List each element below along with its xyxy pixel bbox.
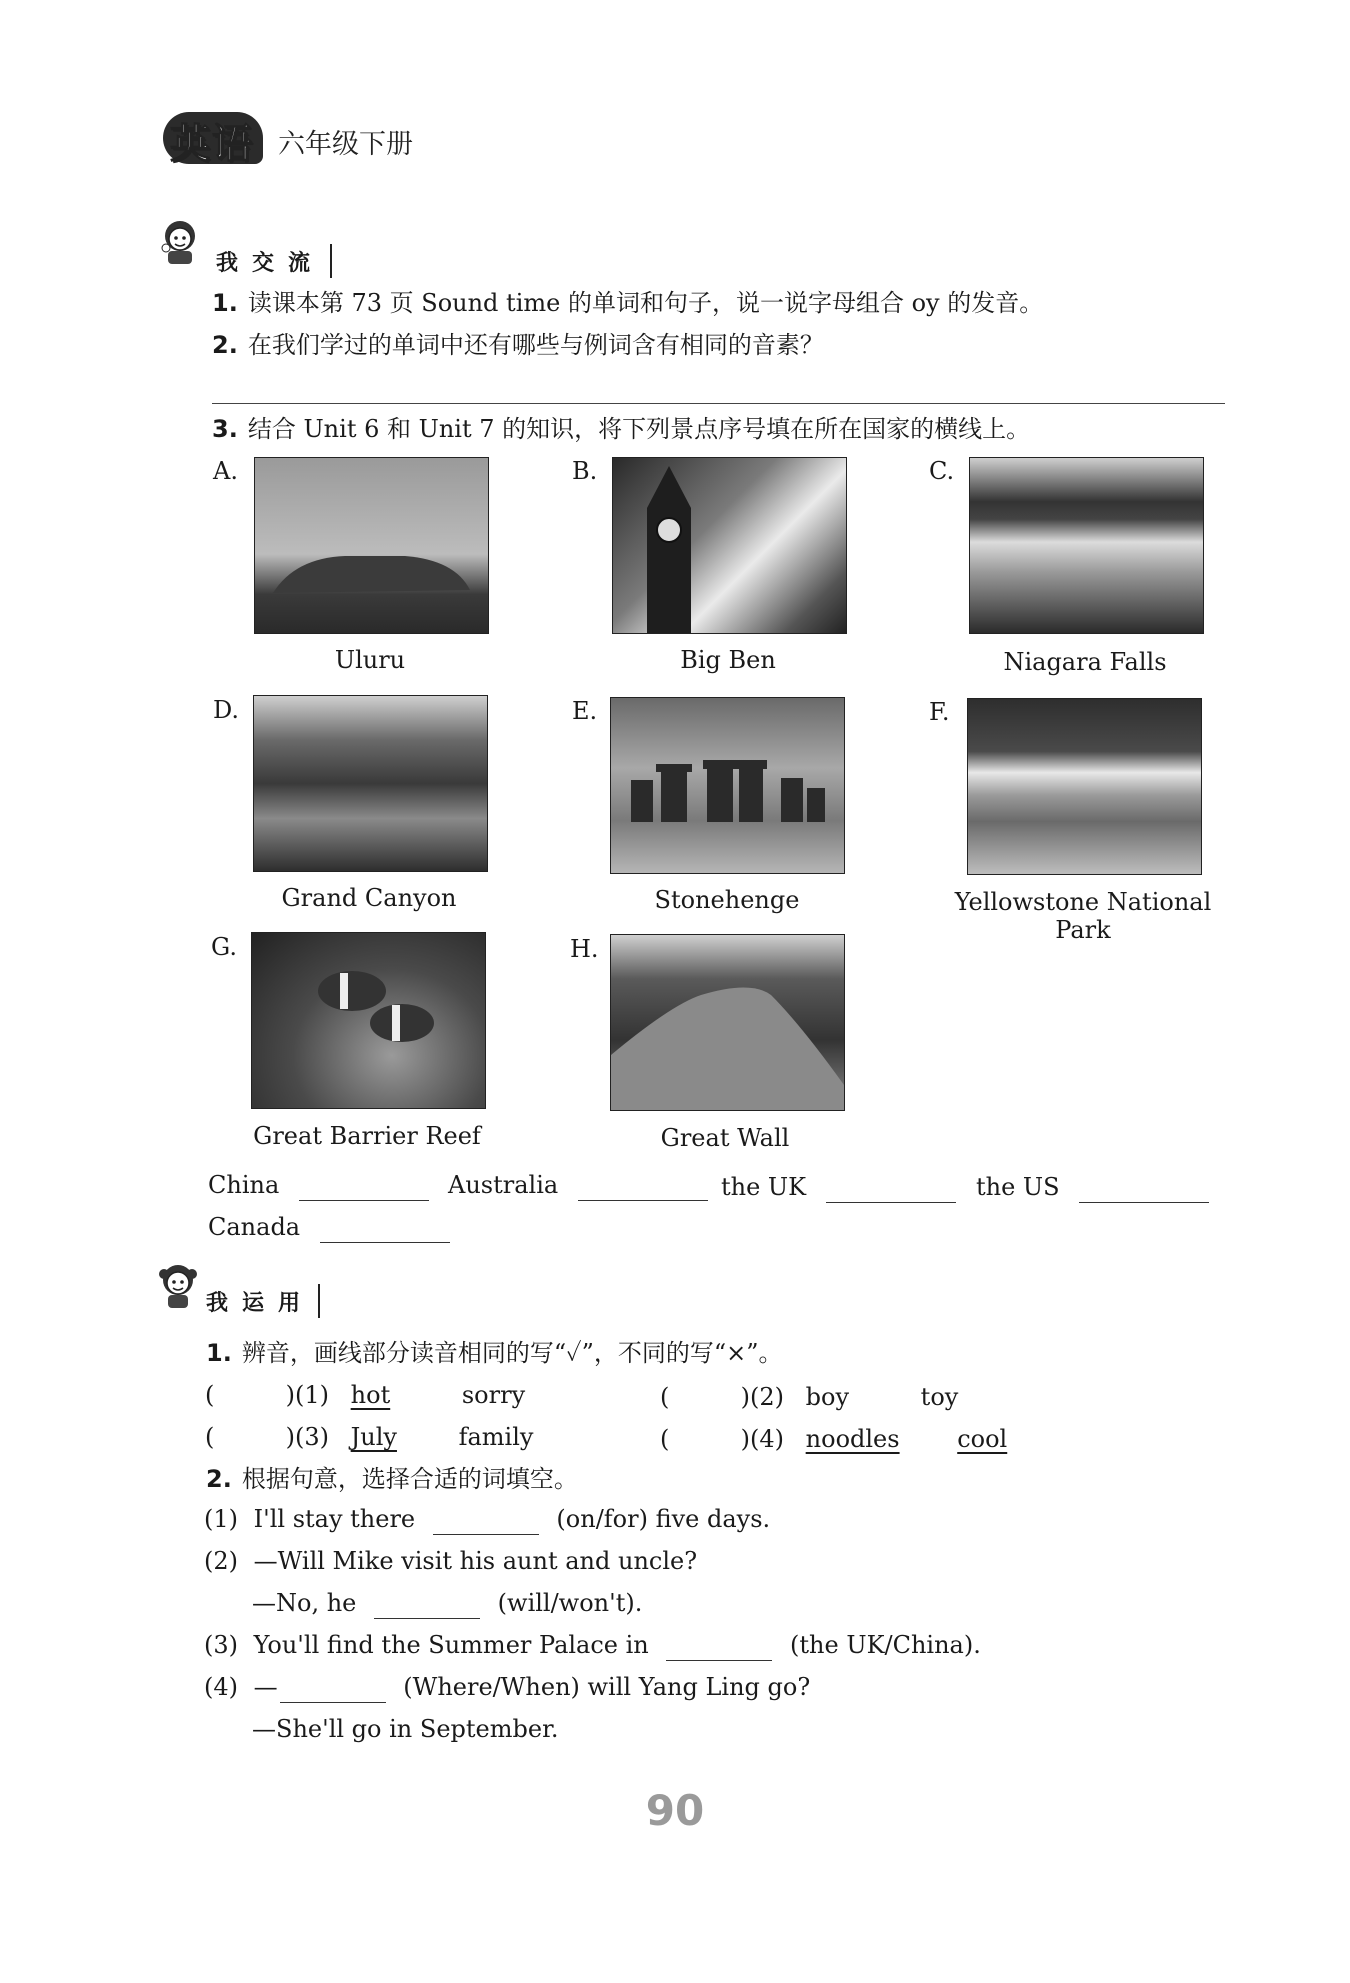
mascot-boy-icon xyxy=(158,218,202,266)
word-a: boy xyxy=(805,1383,850,1411)
landmark-caption: Great Barrier Reef xyxy=(253,1122,481,1150)
landmark-letter: E. xyxy=(572,697,598,725)
answer-blank[interactable] xyxy=(433,1504,539,1535)
pronunciation-item-2 xyxy=(660,1382,958,1412)
sentence-1 xyxy=(204,1504,770,1535)
country-uk xyxy=(721,1172,956,1203)
photo-big-ben xyxy=(612,457,847,634)
question-text: 结合 Unit 6 和 Unit 7 的知识，将下列景点序号填在所在国家的横线上。 xyxy=(247,415,1031,443)
landmark-letter: B. xyxy=(572,457,598,485)
landmark-caption: Grand Canyon xyxy=(281,884,457,912)
landmark-caption: Uluru xyxy=(334,646,406,674)
sentence-text: (Where/When) will Yang Ling go? xyxy=(403,1673,811,1701)
country-label: the UK xyxy=(721,1173,807,1201)
word-a: July xyxy=(350,1423,397,1451)
country-label: Canada xyxy=(208,1213,301,1241)
question-1 xyxy=(206,1338,783,1368)
country-canada xyxy=(208,1212,450,1243)
heading-divider xyxy=(330,244,332,278)
question-number: 1. xyxy=(206,1339,232,1367)
question-3 xyxy=(212,414,1030,444)
sentence-text: (the UK/China). xyxy=(790,1631,981,1659)
country-china xyxy=(208,1170,429,1201)
question-2 xyxy=(206,1464,578,1494)
subject-title: 英语 xyxy=(170,121,254,167)
question-text: 根据句意，选择合适的词填空。 xyxy=(241,1465,578,1493)
item-number: )(1) xyxy=(285,1381,330,1409)
sentence-2-reply xyxy=(252,1588,642,1619)
answer-paren[interactable]: ( xyxy=(205,1381,215,1409)
sentence-text: —She'll go in September. xyxy=(252,1715,559,1743)
word-a: hot xyxy=(350,1381,391,1409)
photo-yellowstone xyxy=(967,698,1202,875)
country-answer-blank[interactable] xyxy=(578,1170,708,1201)
country-label: the US xyxy=(976,1173,1060,1201)
sentence-text: (will/won't). xyxy=(497,1589,643,1617)
answer-blank[interactable] xyxy=(374,1588,480,1619)
question-2 xyxy=(212,330,824,360)
word-b: cool xyxy=(957,1425,1008,1453)
sentence-4-reply xyxy=(252,1714,559,1744)
word-b: sorry xyxy=(461,1381,526,1409)
landmark-caption: Big Ben xyxy=(680,646,776,674)
pronunciation-item-4 xyxy=(660,1424,1007,1454)
landmark-caption: Stonehenge xyxy=(654,886,800,914)
country-label: Australia xyxy=(448,1171,559,1199)
answer-blank[interactable] xyxy=(666,1630,772,1661)
word-b: toy xyxy=(920,1383,959,1411)
item-number: (1) xyxy=(204,1505,238,1533)
answer-line[interactable] xyxy=(212,403,1225,404)
country-australia xyxy=(448,1170,708,1201)
answer-paren[interactable]: ( xyxy=(205,1423,215,1451)
landmark-letter: D. xyxy=(213,696,240,724)
answer-paren[interactable]: ( xyxy=(660,1383,670,1411)
sentence-text: —No, he xyxy=(252,1589,357,1617)
sentence-text: —Will Mike visit his aunt and uncle? xyxy=(253,1547,698,1575)
word-b: family xyxy=(458,1423,534,1451)
question-text: 读课本第 73 页 Sound time 的单词和句子，说一说字母组合 oy 的发音。 xyxy=(247,289,1044,317)
item-number: (2) xyxy=(204,1547,238,1575)
country-answer-blank[interactable] xyxy=(826,1172,956,1203)
item-number: )(2) xyxy=(740,1383,785,1411)
sentence-text: — xyxy=(253,1673,278,1701)
landmark-letter: G. xyxy=(211,933,237,961)
country-answer-blank[interactable] xyxy=(1079,1172,1209,1203)
mascot-girl-icon xyxy=(156,1262,200,1310)
country-us xyxy=(976,1172,1209,1203)
answer-blank[interactable] xyxy=(280,1672,386,1703)
photo-grand-canyon xyxy=(253,695,488,872)
question-number: 2. xyxy=(206,1465,232,1493)
landmark-caption: Great Wall xyxy=(660,1124,790,1152)
page-number: 90 xyxy=(645,1786,705,1835)
pronunciation-item-3 xyxy=(205,1422,533,1452)
grade-label: 六年级下册 xyxy=(278,129,413,160)
photo-great-wall xyxy=(610,934,845,1111)
heading-divider xyxy=(318,1284,320,1318)
sentence-text: I'll stay there xyxy=(253,1505,416,1533)
landmark-letter: F. xyxy=(929,698,950,726)
question-text: 辨音，画线部分读音相同的写“✓”，不同的写“×”。 xyxy=(241,1339,783,1367)
country-answer-blank[interactable] xyxy=(299,1170,429,1201)
question-number: 3. xyxy=(212,415,238,443)
sentence-3 xyxy=(204,1630,981,1661)
landmark-letter: H. xyxy=(570,935,599,963)
photo-great-barrier-reef xyxy=(251,932,486,1109)
question-number: 1. xyxy=(212,289,238,317)
landmark-letter: A. xyxy=(213,457,238,485)
photo-niagara-falls xyxy=(969,457,1204,634)
item-number: (4) xyxy=(204,1673,238,1701)
item-number: (3) xyxy=(204,1631,238,1659)
country-label: China xyxy=(208,1171,280,1199)
pronunciation-item-1 xyxy=(205,1380,525,1410)
landmark-caption: Yellowstone National Park xyxy=(954,888,1212,944)
sentence-2 xyxy=(204,1546,697,1576)
question-text: 在我们学过的单词中还有哪些与例词含有相同的音素？ xyxy=(247,331,824,359)
section-heading-apply: 我运用 xyxy=(206,1291,315,1316)
word-a: noodles xyxy=(805,1425,900,1453)
landmark-letter: C. xyxy=(929,457,955,485)
question-1 xyxy=(212,288,1043,318)
item-number: )(4) xyxy=(740,1425,785,1453)
answer-paren[interactable]: ( xyxy=(660,1425,670,1453)
sentence-text: You'll find the Summer Palace in xyxy=(253,1631,649,1659)
landmark-caption: Niagara Falls xyxy=(1003,648,1167,676)
photo-uluru xyxy=(254,457,489,634)
section-heading-discuss: 我交流 xyxy=(216,251,325,276)
country-answer-blank[interactable] xyxy=(320,1212,450,1243)
item-number: )(3) xyxy=(285,1423,330,1451)
photo-stonehenge xyxy=(610,697,845,874)
sentence-text: (on/for) five days. xyxy=(556,1505,771,1533)
question-number: 2. xyxy=(212,331,238,359)
sentence-4 xyxy=(204,1672,810,1703)
